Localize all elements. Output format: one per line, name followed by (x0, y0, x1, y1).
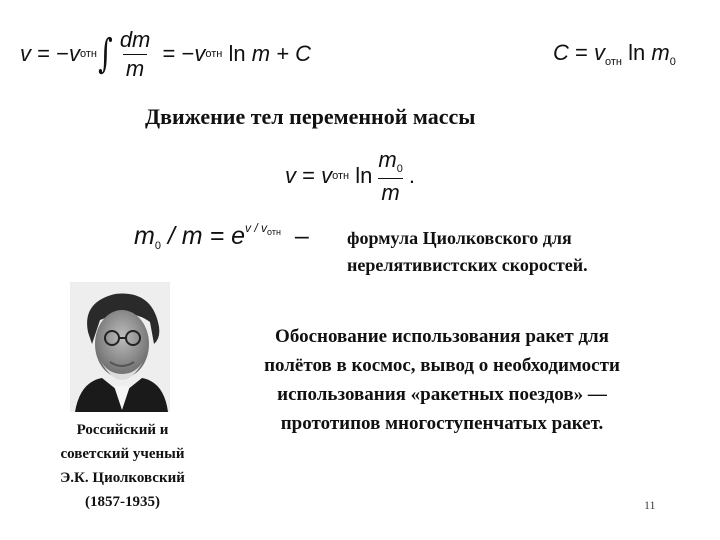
formula-velocity-integral: v = − v отн ∫ $\frac{dm}{m}$ = − v отн ln m + C (20, 26, 312, 81)
justification-line: прототипов многоступенчатых ракет. (280, 413, 604, 434)
caption-line: Российский и (76, 422, 169, 438)
portrait-photo (70, 282, 170, 412)
caption-line: советский ученый (60, 446, 185, 462)
formula-constant: $C = v_{отн}$ $\ln m_0$ (553, 40, 676, 68)
portrait-image (70, 282, 170, 412)
formula-mass-ratio: $m_0 / m = e^{v / v_{отн}}$ – (134, 221, 309, 252)
justification-line: использования «ракетных поездов» — (277, 384, 607, 405)
fraction-dm-over-m: $\frac{dm}{m}$ (119, 26, 151, 81)
justification-line: Обоснование использования ракет для (275, 326, 609, 347)
fraction-m0-over-m: $\frac{m_0}{m}$ (378, 146, 403, 205)
page-number: 11 (644, 498, 656, 512)
caption-line: Э.К. Циолковский (60, 470, 185, 486)
justification-line: полётов в космос, вывод о необходимости (264, 355, 620, 376)
formula-description (347, 225, 588, 279)
justification-paragraph (212, 322, 672, 438)
formula-description-line: формула Циолковского для (347, 228, 572, 248)
page-title: Движение тел переменной массы (145, 104, 476, 129)
caption-line: (1857-1935) (85, 494, 160, 510)
portrait-caption (30, 418, 215, 514)
integral-sign: ∫ (98, 31, 113, 77)
formula-velocity: v = v отн ln $\frac{m_0}{m}$ . (285, 146, 415, 205)
formula-description-line: нерелятивистских скоростей. (347, 255, 588, 275)
